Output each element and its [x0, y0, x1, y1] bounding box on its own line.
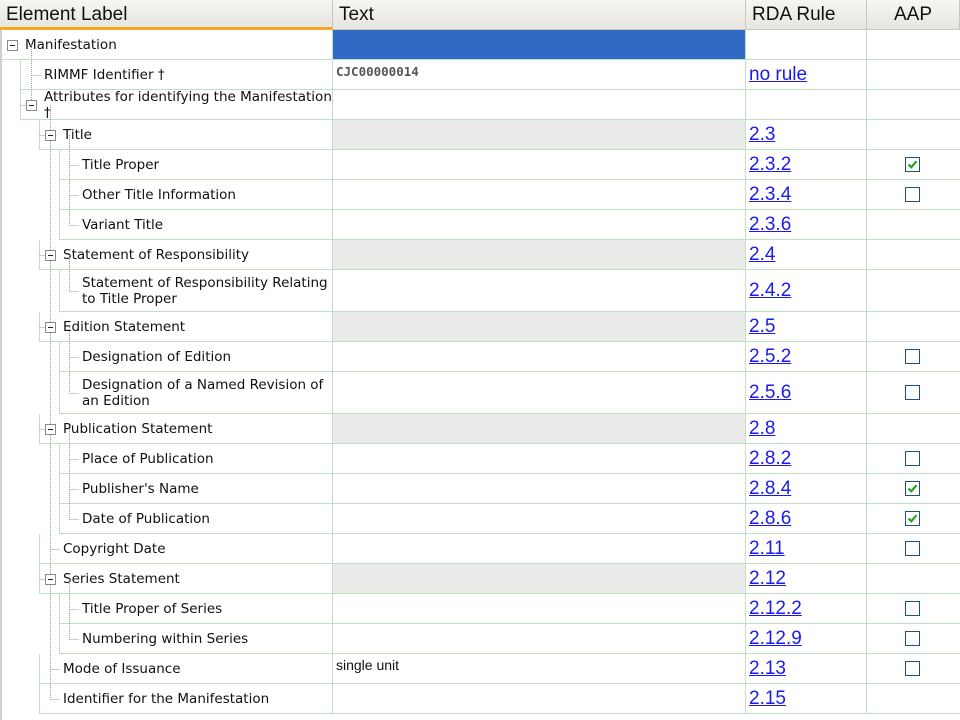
- element-label: [59, 372, 333, 414]
- element-label: [59, 594, 333, 624]
- element-label: [39, 684, 333, 714]
- aap-cell: [867, 342, 960, 372]
- row-title-proper[interactable]: [0, 150, 960, 180]
- text-cell[interactable]: [333, 120, 746, 150]
- row-attributes-for-identifying-the-manifestation[interactable]: [0, 90, 960, 120]
- element-label-text: Designation of a Named Revision of an Edition: [82, 376, 324, 409]
- element-label: [20, 60, 333, 90]
- element-label: [39, 240, 333, 270]
- rda-rule-link[interactable]: 2.8.4: [749, 477, 792, 499]
- rda-rule-link[interactable]: 2.5: [749, 315, 776, 337]
- rda-rule-cell: [746, 414, 867, 444]
- rda-rule-cell: [746, 624, 867, 654]
- rda-rule-link[interactable]: 2.3: [749, 123, 776, 145]
- rda-rule-link[interactable]: 2.15: [749, 687, 786, 709]
- element-label-text: Variant Title: [82, 216, 164, 233]
- rda-rule-link[interactable]: 2.8: [749, 417, 776, 439]
- aap-cell: [867, 90, 960, 120]
- aap-cell: [867, 180, 960, 210]
- rda-rule-cell: [746, 504, 867, 534]
- collapse-toggle-icon[interactable]: [45, 574, 56, 585]
- rda-rule-link[interactable]: 2.4.2: [749, 279, 792, 301]
- aap-checkbox-checked[interactable]: [905, 157, 920, 172]
- rda-rule-cell: [746, 240, 867, 270]
- element-label: [39, 654, 333, 684]
- element-label-text: Edition Statement: [63, 318, 186, 335]
- aap-cell: [867, 624, 960, 654]
- element-label-text: Manifestation: [25, 36, 117, 53]
- row-date-of-publication[interactable]: [0, 504, 960, 534]
- aap-checkbox[interactable]: [905, 451, 920, 466]
- rda-rule-cell: [746, 312, 867, 342]
- text-cell[interactable]: [333, 312, 746, 342]
- text-cell[interactable]: [333, 504, 746, 534]
- row-publication-statement[interactable]: [0, 414, 960, 444]
- element-label-text: Place of Publication: [82, 450, 214, 467]
- rda-rule-link[interactable]: 2.5.6: [749, 381, 792, 403]
- element-label: [59, 342, 333, 372]
- aap-cell: [867, 444, 960, 474]
- collapse-toggle-icon[interactable]: [45, 130, 56, 141]
- rda-rule-cell: [746, 150, 867, 180]
- rda-rule-link[interactable]: 2.13: [749, 657, 786, 679]
- rda-rule-cell: [746, 342, 867, 372]
- row-variant-title[interactable]: [0, 210, 960, 240]
- column-header-element-label[interactable]: Element Label: [0, 0, 333, 30]
- rda-rule-cell: [746, 654, 867, 684]
- column-header-text[interactable]: Text: [333, 0, 746, 30]
- rda-rule-cell: [746, 60, 867, 90]
- aap-cell: [867, 372, 960, 414]
- row-place-of-publication[interactable]: [0, 444, 960, 474]
- text-cell[interactable]: [333, 534, 746, 564]
- row-manifestation[interactable]: [0, 30, 960, 60]
- text-cell[interactable]: [333, 654, 746, 684]
- element-label-text: Title Proper: [82, 156, 160, 173]
- element-label-text: Publication Statement: [63, 420, 213, 437]
- aap-checkbox-checked[interactable]: [905, 481, 920, 496]
- row-mode-of-issuance[interactable]: [0, 654, 960, 684]
- aap-cell: [867, 414, 960, 444]
- row-edition-statement[interactable]: [0, 312, 960, 342]
- element-label: [39, 120, 333, 150]
- text-cell[interactable]: [333, 594, 746, 624]
- element-label-text: Mode of Issuance: [63, 660, 181, 677]
- row-statement-of-responsibility-relating-to-title-proper[interactable]: [0, 270, 960, 312]
- rda-rule-cell: [746, 534, 867, 564]
- rda-rule-link[interactable]: 2.12.2: [749, 597, 802, 619]
- aap-checkbox[interactable]: [905, 541, 920, 556]
- rda-rule-link[interactable]: 2.4: [749, 243, 776, 265]
- aap-cell: [867, 654, 960, 684]
- aap-cell: [867, 534, 960, 564]
- element-label-text: RIMMF Identifier †: [44, 66, 165, 83]
- text-value: single unit: [336, 657, 400, 673]
- checkmark-icon: [907, 513, 918, 524]
- aap-checkbox[interactable]: [905, 631, 920, 646]
- text-value: CJC00000014: [336, 64, 419, 79]
- collapse-toggle-icon[interactable]: [7, 40, 18, 51]
- element-label-text: Statement of Responsibility: [63, 246, 250, 263]
- text-cell[interactable]: [333, 60, 746, 90]
- text-cell[interactable]: [333, 372, 746, 414]
- column-header-aap[interactable]: AAP: [867, 0, 960, 30]
- element-label-text: Numbering within Series: [82, 630, 249, 647]
- aap-cell: [867, 474, 960, 504]
- element-label-text: Title Proper of Series: [82, 600, 223, 617]
- rda-rule-link[interactable]: 2.3.2: [749, 153, 792, 175]
- rda-rule-cell: [746, 372, 867, 414]
- row-title[interactable]: [0, 120, 960, 150]
- element-label: [39, 312, 333, 342]
- element-label: [39, 534, 333, 564]
- text-cell[interactable]: [333, 150, 746, 180]
- rda-rule-link[interactable]: 2.12: [749, 567, 786, 589]
- rda-rule-cell: [746, 444, 867, 474]
- rda-rule-cell: [746, 270, 867, 312]
- element-label-text: Series Statement: [63, 570, 180, 587]
- rda-rule-link[interactable]: no rule: [749, 63, 808, 85]
- text-cell[interactable]: [333, 684, 746, 714]
- element-label-text: Other Title Information: [82, 186, 236, 203]
- element-label-text: Copyright Date: [63, 540, 166, 557]
- text-cell[interactable]: [333, 474, 746, 504]
- aap-checkbox[interactable]: [905, 187, 920, 202]
- element-label: [59, 150, 333, 180]
- element-label: [59, 210, 333, 240]
- text-cell[interactable]: [333, 30, 746, 60]
- row-title-proper-of-series[interactable]: [0, 594, 960, 624]
- aap-cell: [867, 120, 960, 150]
- text-cell[interactable]: [333, 624, 746, 654]
- aap-cell: [867, 684, 960, 714]
- rda-rule-link[interactable]: 2.8.2: [749, 447, 792, 469]
- element-label-text: Publisher's Name: [82, 480, 199, 497]
- element-label: [20, 90, 333, 120]
- row-publisher-s-name[interactable]: [0, 474, 960, 504]
- aap-cell: [867, 150, 960, 180]
- text-cell[interactable]: [333, 342, 746, 372]
- rda-rule-cell: [746, 90, 867, 120]
- rda-rule-cell: [746, 210, 867, 240]
- aap-checkbox[interactable]: [905, 661, 920, 676]
- aap-cell: [867, 240, 960, 270]
- aap-cell: [867, 30, 960, 60]
- checkmark-icon: [907, 159, 918, 170]
- element-label: [0, 30, 333, 60]
- element-label: [39, 414, 333, 444]
- text-cell[interactable]: [333, 210, 746, 240]
- text-cell[interactable]: [333, 414, 746, 444]
- element-label: [59, 504, 333, 534]
- element-label-text: Designation of Edition: [82, 348, 232, 365]
- element-label-text: Statement of Responsibility Relating to Title Proper: [82, 274, 328, 307]
- collapse-toggle-icon[interactable]: [26, 100, 37, 111]
- text-cell[interactable]: [333, 240, 746, 270]
- row-copyright-date[interactable]: [0, 534, 960, 564]
- element-label: [59, 474, 333, 504]
- rda-rule-link[interactable]: 2.12.9: [749, 627, 802, 649]
- element-label-text: Attributes for identifying the Manifestation †: [44, 88, 332, 121]
- row-numbering-within-series[interactable]: [0, 624, 960, 654]
- rda-rule-cell: [746, 474, 867, 504]
- rda-rule-cell: [746, 30, 867, 60]
- aap-cell: [867, 60, 960, 90]
- aap-cell: [867, 504, 960, 534]
- aap-cell: [867, 594, 960, 624]
- aap-checkbox[interactable]: [905, 601, 920, 616]
- checkmark-icon: [907, 483, 918, 494]
- rda-rule-link[interactable]: 2.3.4: [749, 183, 792, 205]
- rda-rule-cell: [746, 180, 867, 210]
- rda-rule-cell: [746, 594, 867, 624]
- text-cell[interactable]: [333, 270, 746, 312]
- aap-checkbox-checked[interactable]: [905, 511, 920, 526]
- rda-rule-link[interactable]: 2.3.6: [749, 213, 792, 235]
- left-border: [0, 30, 2, 720]
- text-cell[interactable]: [333, 564, 746, 594]
- aap-cell: [867, 210, 960, 240]
- rda-rule-cell: [746, 684, 867, 714]
- aap-checkbox[interactable]: [905, 349, 920, 364]
- column-header-rda-rule[interactable]: RDA Rule: [746, 0, 867, 30]
- collapse-toggle-icon[interactable]: [45, 322, 56, 333]
- element-label: [39, 564, 333, 594]
- aap-cell: [867, 564, 960, 594]
- row-series-statement[interactable]: [0, 564, 960, 594]
- element-label: [59, 180, 333, 210]
- element-label: [59, 624, 333, 654]
- rda-rule-cell: [746, 120, 867, 150]
- text-cell[interactable]: [333, 444, 746, 474]
- aap-cell: [867, 312, 960, 342]
- rda-rule-link[interactable]: 2.11: [749, 537, 785, 559]
- row-statement-of-responsibility[interactable]: [0, 240, 960, 270]
- aap-cell: [867, 270, 960, 312]
- text-cell[interactable]: [333, 180, 746, 210]
- element-label-text: Date of Publication: [82, 510, 210, 527]
- element-label: [59, 444, 333, 474]
- row-identifier-for-the-manifestation[interactable]: [0, 684, 960, 714]
- text-cell[interactable]: [333, 90, 746, 120]
- aap-checkbox[interactable]: [905, 385, 920, 400]
- element-label-text: Identifier for the Manifestation: [63, 690, 270, 707]
- collapse-toggle-icon[interactable]: [45, 250, 56, 261]
- rda-rule-link[interactable]: 2.5.2: [749, 345, 792, 367]
- row-rimmf-identifier[interactable]: [0, 60, 960, 90]
- row-designation-of-edition[interactable]: [0, 342, 960, 372]
- rda-rule-link[interactable]: 2.8.6: [749, 507, 792, 529]
- row-other-title-information[interactable]: [0, 180, 960, 210]
- row-designation-of-a-named-revision-of-an-edition[interactable]: [0, 372, 960, 414]
- rda-rule-cell: [746, 564, 867, 594]
- element-label-text: Title: [63, 126, 92, 143]
- collapse-toggle-icon[interactable]: [45, 424, 56, 435]
- element-label: [59, 270, 333, 312]
